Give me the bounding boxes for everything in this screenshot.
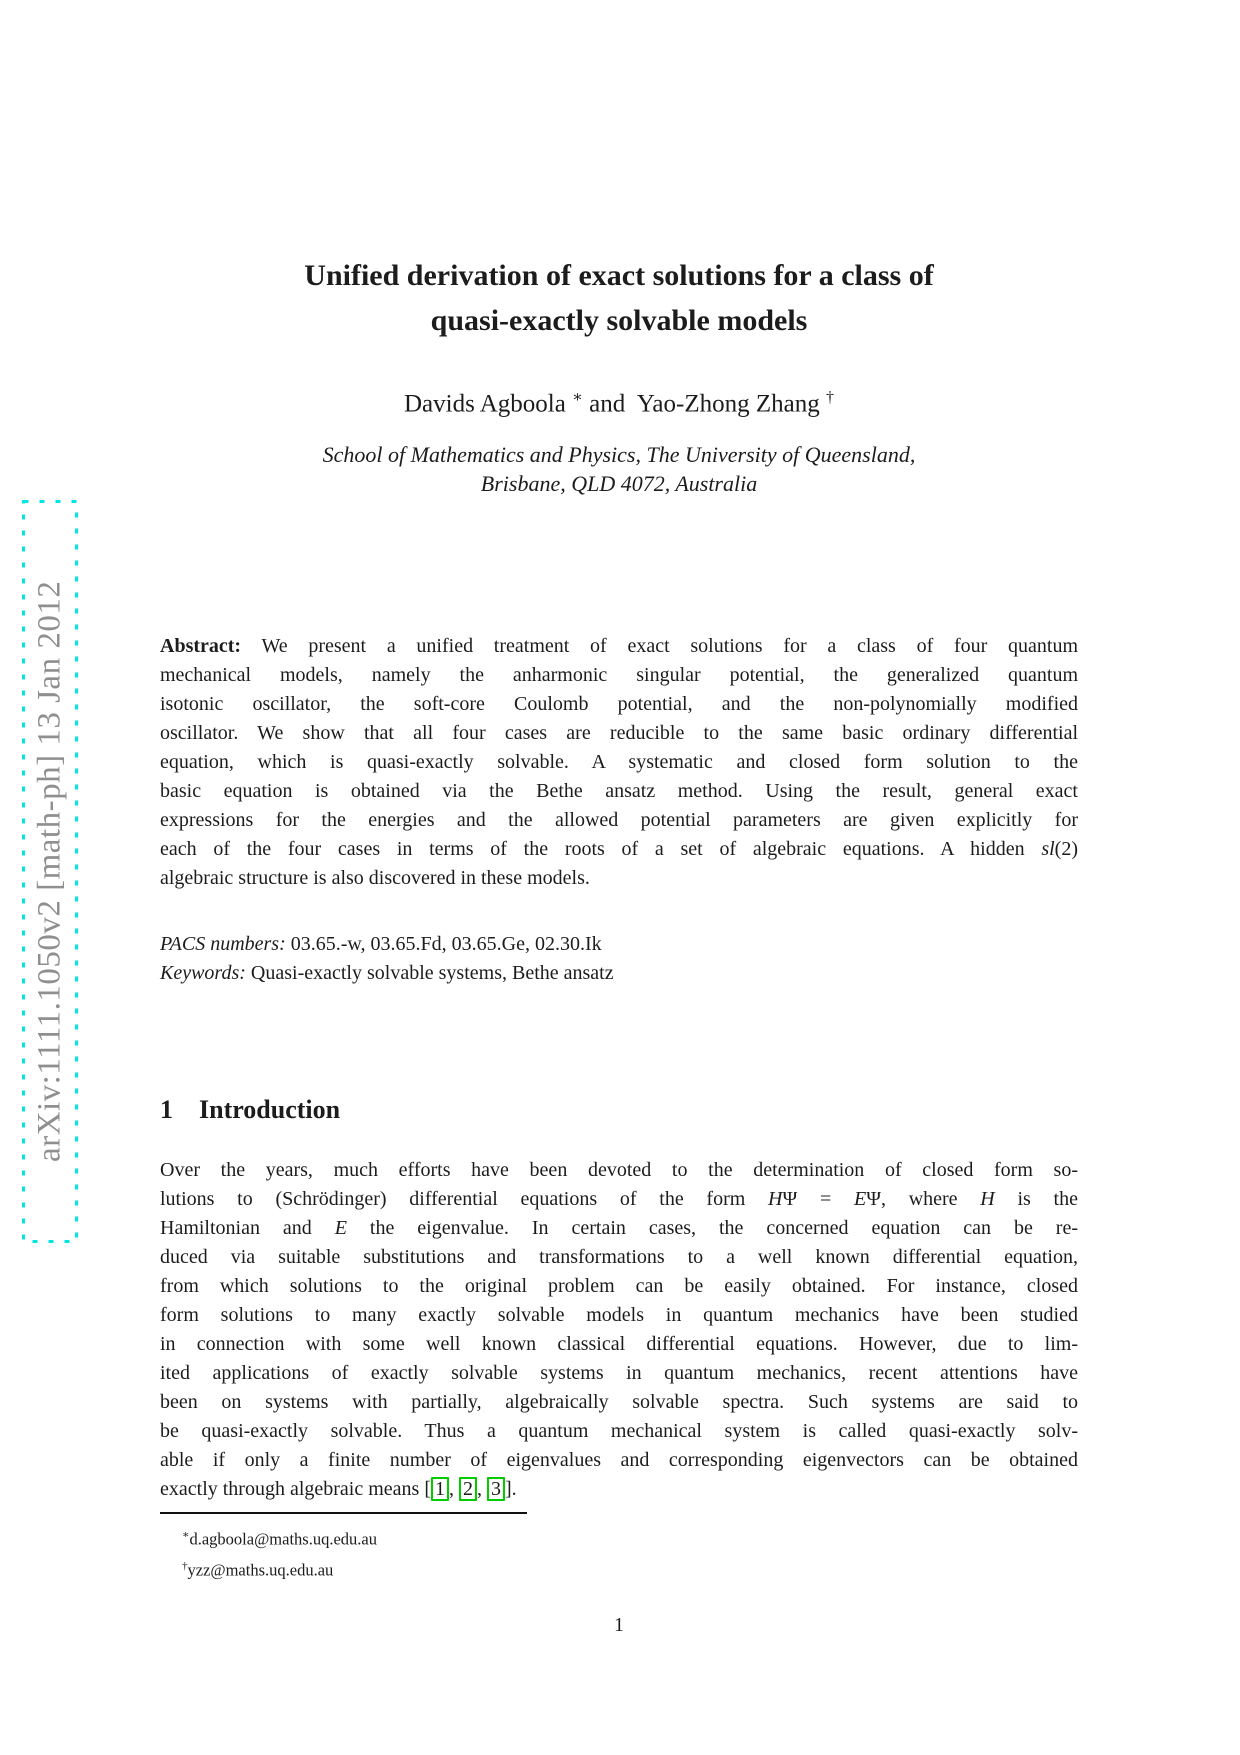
author-2: Yao-Zhong Zhang: [636, 390, 820, 418]
author-1-footnote-marker: ∗: [572, 389, 583, 406]
abstract-line: mechanical models, namely the anharmonic singular potential, the generalized quantum: [160, 664, 1078, 686]
affiliation-line-2: Brisbane, QLD 4072, Australia: [480, 471, 758, 496]
intro-text: lutions to (Schrödinger) differential equations of the form: [160, 1188, 769, 1210]
arxiv-id-text: arXiv:1111.1050v2 [math-ph] 13 Jan 2012: [31, 580, 68, 1163]
footnote-2-email: yzz@maths.uq.edu.au: [187, 1560, 334, 1579]
math-H: H: [768, 1188, 783, 1210]
intro-line: [160, 1475, 1078, 1504]
intro-line: Over the years, much efforts have been devoted to the determination of closed form so-: [160, 1159, 1078, 1181]
intro-text: ,: [449, 1478, 459, 1500]
section-number: 1: [160, 1095, 173, 1124]
citation-link[interactable]: 2: [459, 1477, 477, 1501]
title-line-2: quasi-exactly solvable models: [430, 304, 808, 337]
intro-line: duced via suitable substitutions and transformations to a well known differential equation,: [160, 1246, 1078, 1268]
math-E: E: [334, 1217, 347, 1239]
abstract-line: [160, 835, 1078, 864]
author-line: [160, 383, 1078, 419]
abstract-text: We present a unified treatment of exact solutions for a class of four quantum: [261, 635, 1078, 657]
abstract-line: [160, 632, 1078, 661]
keywords-value: Quasi-exactly solvable systems, Bethe ansatz: [250, 962, 614, 984]
keywords-label: Keywords:: [160, 962, 246, 984]
intro-text: the eigenvalue. In certain cases, the concerned equation can be re-: [346, 1217, 1078, 1239]
author-conjunction: and: [589, 390, 626, 418]
intro-line: [160, 1214, 1078, 1243]
intro-text: ].: [505, 1478, 517, 1500]
intro-text: exactly through algebraic means [: [160, 1478, 431, 1500]
intro-line: in connection with some well known classical differential equations. However, due to lim-: [160, 1333, 1078, 1355]
abstract-text: each of the four cases in terms of the roots of a set of algebraic equations. A hidden: [160, 838, 1042, 860]
footnote-2: [160, 1553, 1078, 1584]
intro-text: Ψ, where: [866, 1188, 981, 1210]
page-number: 1: [614, 1614, 624, 1636]
author-2-footnote-marker: †: [825, 389, 834, 406]
author-1: Davids Agboola: [404, 390, 566, 418]
pacs-value: 03.65.-w, 03.65.Fd, 03.65.Ge, 02.30.Ik: [290, 933, 602, 955]
affiliation-line-1: School of Mathematics and Physics, The University of Queensland,: [322, 442, 916, 467]
pacs-line: [160, 930, 1078, 959]
paper-title: [160, 253, 1078, 343]
math-sl2: sl: [1041, 838, 1055, 860]
footnotes: [160, 1522, 1078, 1583]
footnote-1: [160, 1522, 1078, 1553]
intro-text: Ψ =: [782, 1188, 854, 1210]
abstract-text: (2): [1054, 838, 1078, 860]
intro-text: ,: [477, 1478, 487, 1500]
abstract: [160, 632, 1078, 893]
keywords-line: [160, 959, 1078, 988]
citation-link[interactable]: 3: [487, 1477, 505, 1501]
abstract-line: equation, which is quasi-exactly solvable. A systematic and closed form solution to the: [160, 751, 1078, 773]
intro-text: is the: [994, 1188, 1078, 1210]
section-title: Introduction: [199, 1095, 341, 1124]
intro-line: be quasi-exactly solvable. Thus a quantum mechanical system is called quasi-exactly solv-: [160, 1420, 1078, 1442]
abstract-line: isotonic oscillator, the soft-core Coulomb potential, and the non-polynomially modified: [160, 693, 1078, 715]
footnote-2-marker: †: [182, 1559, 188, 1572]
math-E: E: [853, 1188, 867, 1210]
footnote-rule: [160, 1512, 527, 1514]
intro-line: ited applications of exactly solvable systems in quantum mechanics, recent attentions have: [160, 1362, 1078, 1384]
intro-line: been on systems with partially, algebraically solvable spectra. Such systems are said to: [160, 1391, 1078, 1413]
pacs-label: PACS numbers:: [160, 933, 286, 955]
abstract-line: basic equation is obtained via the Bethe ansatz method. Using the result, general exact: [160, 780, 1078, 802]
abstract-line: algebraic structure is also discovered in these models.: [160, 867, 590, 889]
citation-link[interactable]: 1: [431, 1477, 449, 1501]
intro-line: form solutions to many exactly solvable models in quantum mechanics have been studied: [160, 1304, 1078, 1326]
paper-metadata: [160, 930, 1078, 988]
section-heading-introduction: [160, 1094, 1078, 1126]
introduction-paragraph: [160, 1156, 1078, 1504]
intro-line: from which solutions to the original problem can be easily obtained. For instance, closed: [160, 1275, 1078, 1297]
math-H: H: [980, 1188, 995, 1210]
abstract-line: expressions for the energies and the allowed potential parameters are given explicitly for: [160, 809, 1078, 831]
affiliation: [160, 440, 1078, 498]
intro-text: Hamiltonian and: [160, 1217, 335, 1239]
intro-line: [160, 1185, 1078, 1214]
abstract-line: oscillator. We show that all four cases are reducible to the same basic ordinary differential: [160, 722, 1078, 744]
title-line-1: Unified derivation of exact solutions for a class of: [304, 259, 934, 292]
abstract-label: Abstract:: [160, 635, 242, 657]
intro-line: able if only a finite number of eigenvalues and corresponding eigenvectors can be obtained: [160, 1449, 1078, 1471]
footnote-1-marker: ∗: [182, 1529, 190, 1541]
arxiv-banner: [22, 500, 78, 1243]
footnote-1-email: d.agboola@maths.uq.edu.au: [189, 1529, 377, 1549]
